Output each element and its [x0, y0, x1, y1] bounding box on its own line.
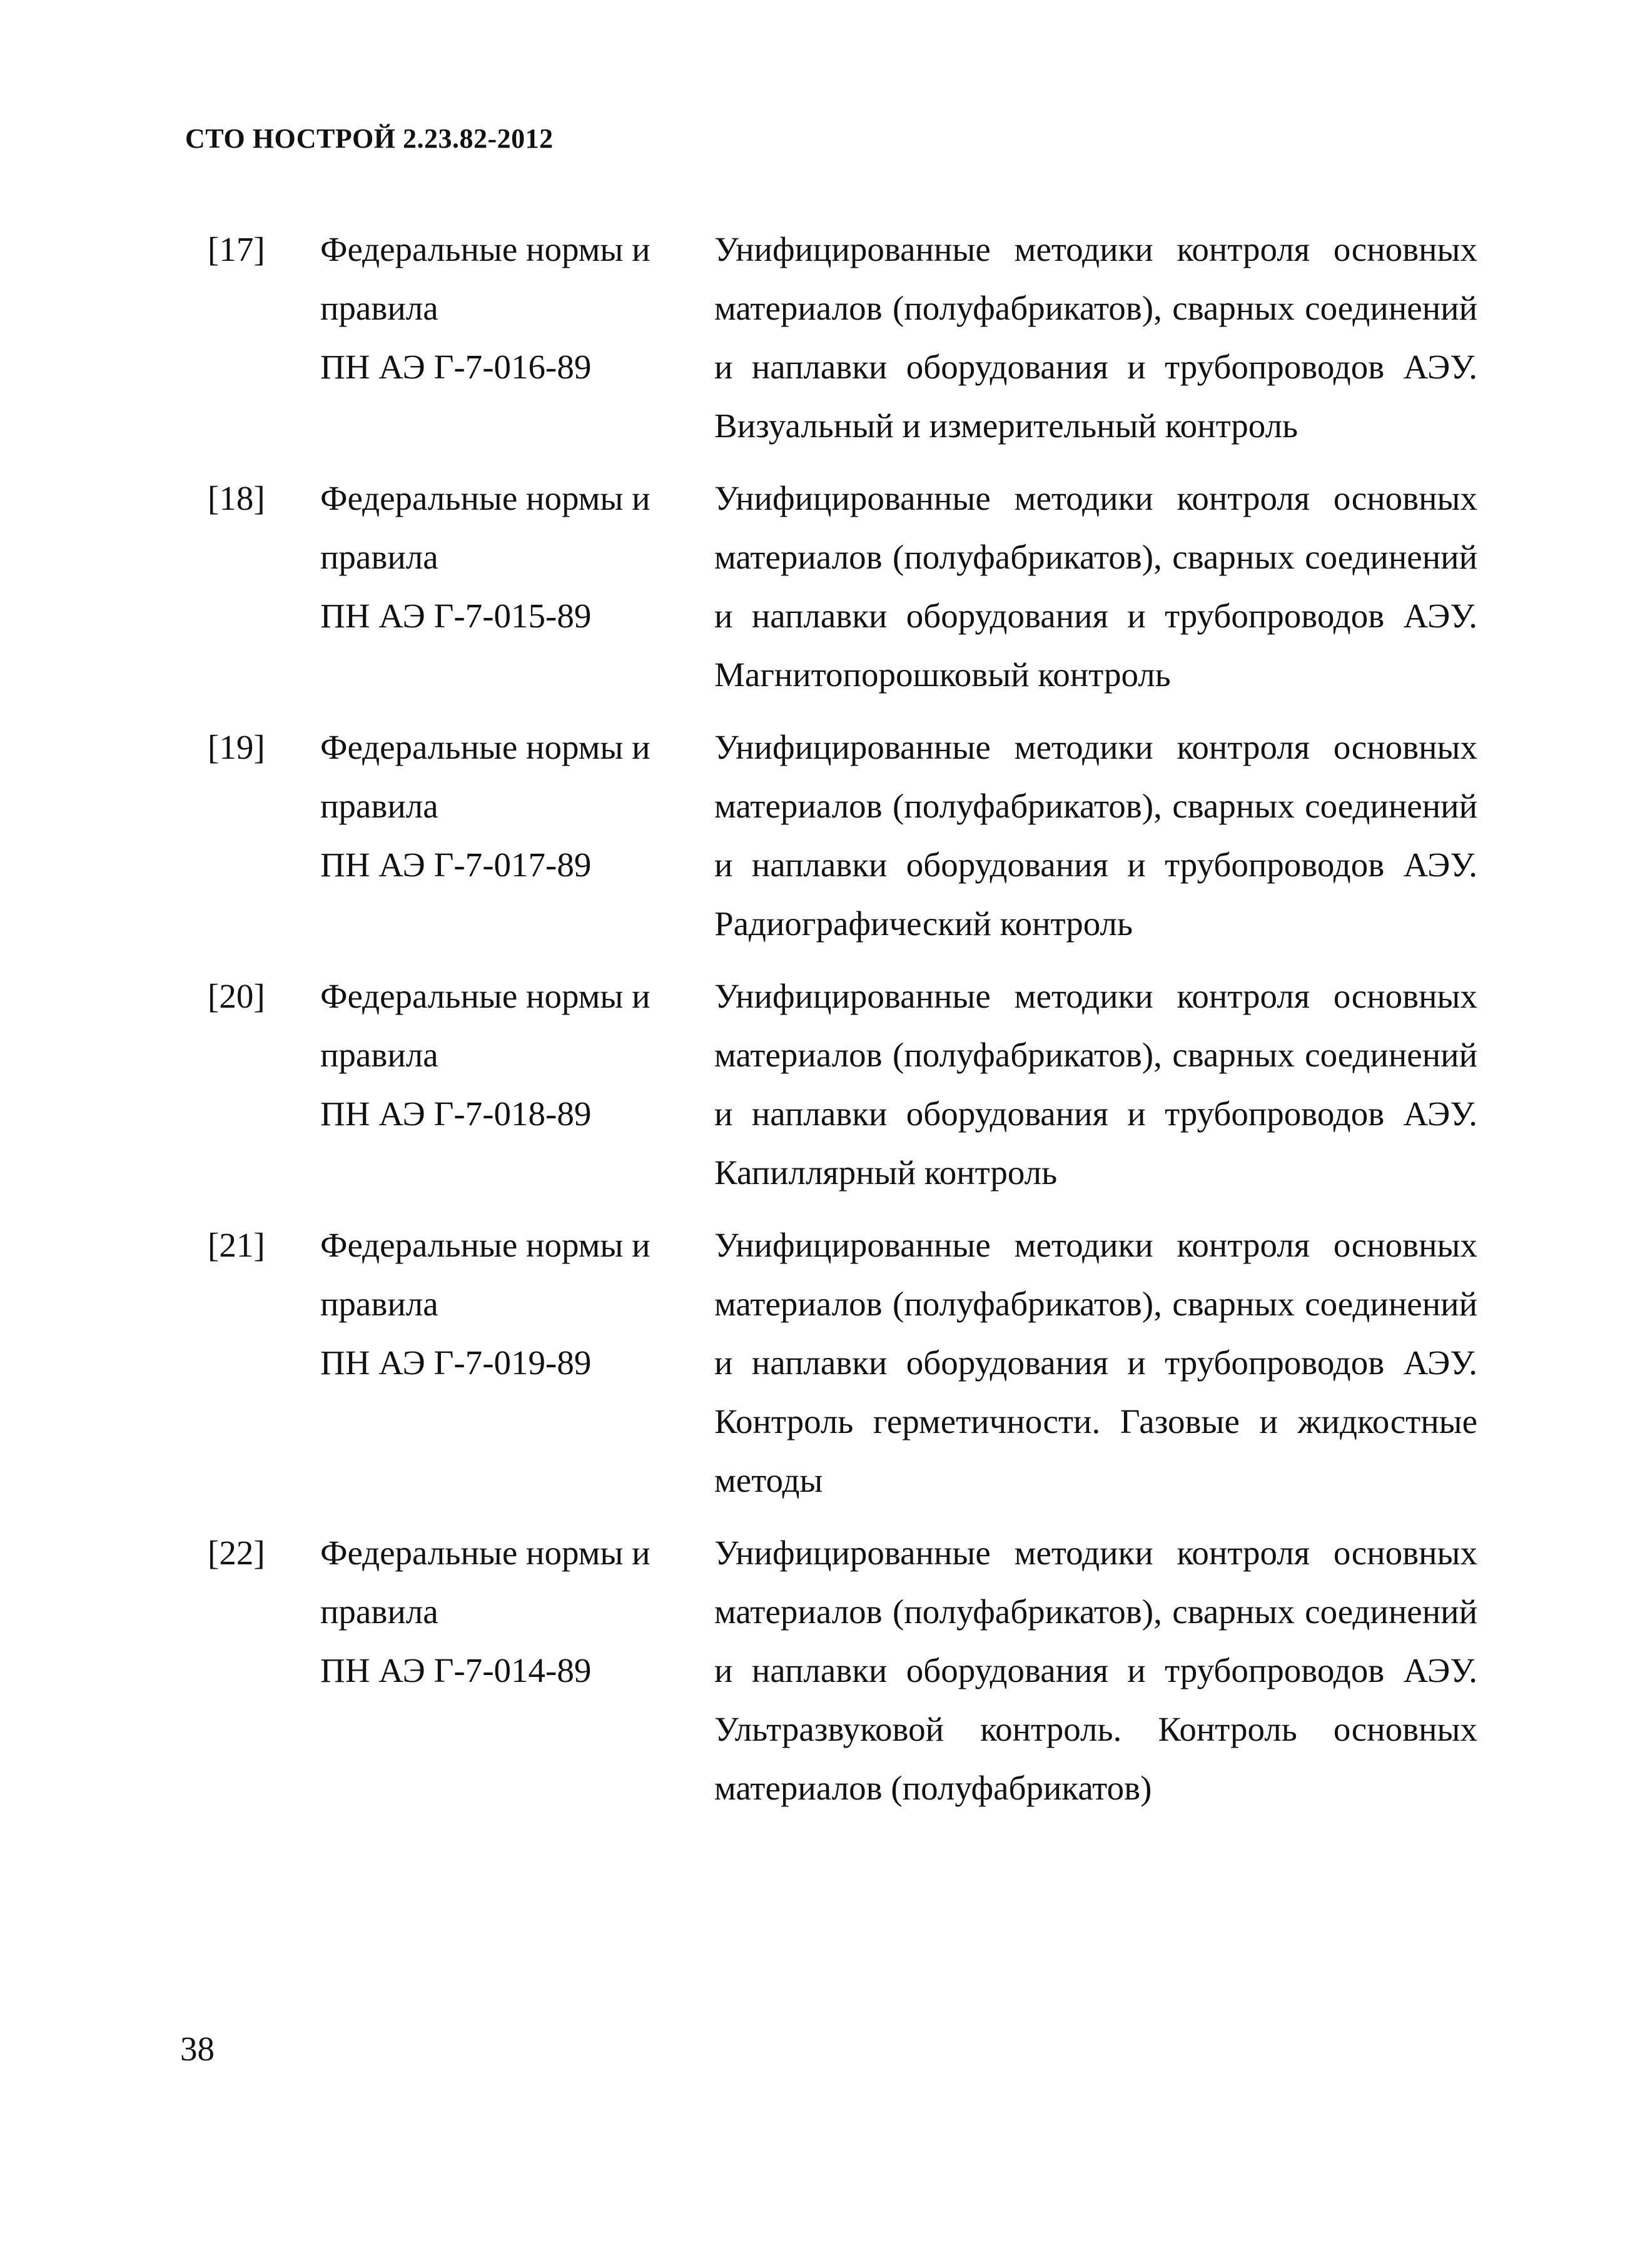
reference-code: ПН АЭ Г-7-019-89	[320, 1344, 592, 1382]
reference-source-line2: правила	[320, 787, 438, 825]
reference-source-line1: Федеральные нормы и	[320, 230, 651, 268]
reference-title: Унифицированные методики контроля основных материалов (полуфабрикатов), сварных соединений и наплавки оборудования и трубопроводов АЭУ. Ультразвуковой контроль. Контроль основных материалов (полуфабрикатов)	[714, 1534, 1477, 1807]
reference-code: ПН АЭ Г-7-018-89	[320, 1095, 592, 1133]
reference-item	[185, 1216, 1477, 1510]
reference-source-line2: правила	[320, 1592, 438, 1631]
reference-item	[185, 967, 1477, 1202]
reference-item	[185, 1524, 1477, 1818]
reference-source	[320, 718, 714, 953]
reference-source	[320, 469, 714, 704]
reference-source	[320, 220, 714, 455]
reference-number: [21]	[208, 1226, 265, 1264]
reference-number: [22]	[208, 1534, 265, 1572]
references-list	[185, 220, 1477, 1831]
reference-source	[320, 1524, 714, 1818]
reference-source-line2: правила	[320, 1285, 438, 1323]
reference-source-line2: правила	[320, 1036, 438, 1074]
reference-number: [19]	[208, 728, 265, 766]
reference-source-line1: Федеральные нормы и	[320, 479, 651, 517]
reference-item	[185, 220, 1477, 455]
reference-title: Унифицированные методики контроля основных материалов (полуфабрикатов), сварных соединений и наплавки оборудования и трубопроводов АЭУ. Радиографический контроль	[714, 728, 1477, 943]
reference-source-line2: правила	[320, 289, 438, 327]
reference-source-line1: Федеральные нормы и	[320, 977, 651, 1015]
reference-title: Унифицированные методики контроля основных материалов (полуфабрикатов), сварных соединений и наплавки оборудования и трубопроводов АЭУ. Контроль герметичности. Газовые и жидкостные методы	[714, 1226, 1477, 1499]
reference-source	[320, 1216, 714, 1510]
reference-source-line2: правила	[320, 538, 438, 576]
reference-code: ПН АЭ Г-7-017-89	[320, 846, 592, 884]
reference-item	[185, 469, 1477, 704]
reference-source-line1: Федеральные нормы и	[320, 728, 651, 766]
reference-number: [20]	[208, 977, 265, 1015]
reference-code: ПН АЭ Г-7-015-89	[320, 597, 592, 635]
reference-code: ПН АЭ Г-7-014-89	[320, 1651, 592, 1689]
document-header: СТО НОСТРОЙ 2.23.82-2012	[185, 123, 554, 154]
reference-number: [17]	[208, 230, 265, 268]
reference-title: Унифицированные методики контроля основных материалов (полуфабрикатов), сварных соединений и наплавки оборудования и трубопроводов АЭУ. Визуальный и измерительный контроль	[714, 230, 1477, 445]
reference-title: Унифицированные методики контроля основных материалов (полуфабрикатов), сварных соединений и наплавки оборудования и трубопроводов АЭУ. Магнитопорошковый контроль	[714, 479, 1477, 694]
reference-source-line1: Федеральные нормы и	[320, 1226, 651, 1264]
reference-item	[185, 718, 1477, 953]
reference-number: [18]	[208, 479, 265, 517]
reference-code: ПН АЭ Г-7-016-89	[320, 348, 592, 386]
reference-title: Унифицированные методики контроля основных материалов (полуфабрикатов), сварных соединений и наплавки оборудования и трубопроводов АЭУ. Капиллярный контроль	[714, 977, 1477, 1192]
page-number: 38	[180, 2030, 215, 2068]
reference-source	[320, 967, 714, 1202]
reference-source-line1: Федеральные нормы и	[320, 1534, 651, 1572]
